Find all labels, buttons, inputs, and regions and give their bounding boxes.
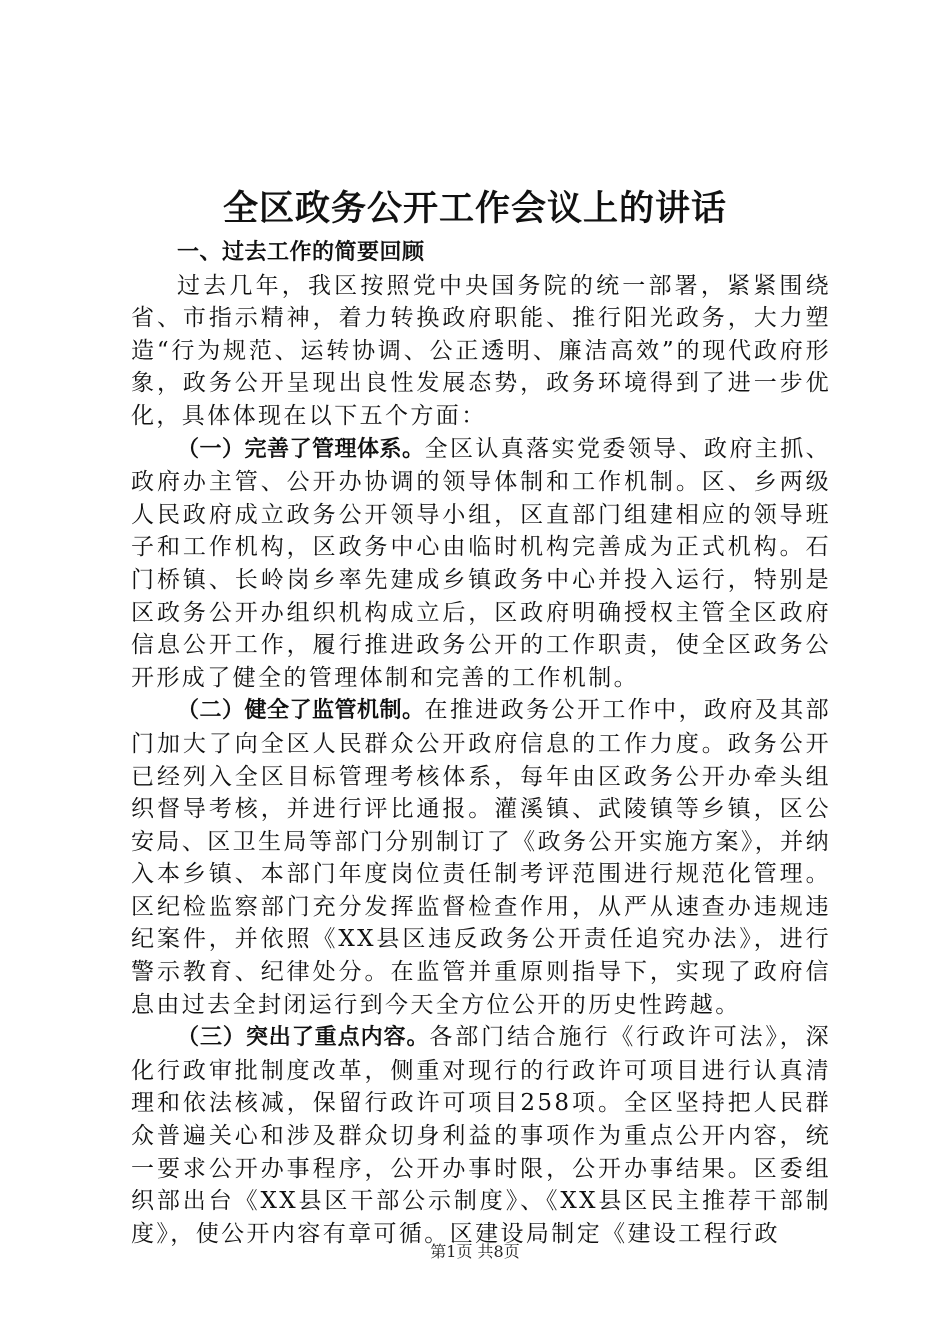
section-label-1: （一）完善了管理体系。 xyxy=(177,436,425,462)
section-paragraph-1 xyxy=(131,433,831,695)
document-title: 全区政务公开工作会议上的讲话 xyxy=(222,188,727,229)
document-body xyxy=(131,237,831,1250)
section-heading: 一、过去工作的简要回顾 xyxy=(177,240,425,265)
section-paragraph-3 xyxy=(131,1021,831,1250)
section-text-2: 在推进政务公开工作中，政府及其部门加大了向全区人民群众公开政府信息的工作力度。政务公开已经列入全区目标管理考核体系，每年由区政务公开办牵头组织督导考核，并进行评比通报。灌溪镇、武陵镇等乡镇，区公安局、区卫生局等部门分别制订了《政务公开实施方案》，并纳入本乡镇、本部门年度岗位责任制考评范围进行规范化管理。区纪检监察部门充分发挥监督检查作用，从严从速查办违规违纪案件，并依照《XX县区违反政务公开责任追究办法》，进行警示教育、纪律处分。在监管并重原则指导下，实现了政府信息由过去全封闭运行到今天全方位公开的历史性跨越。 xyxy=(131,697,831,1018)
section-label-3: （三）突出了重点内容。 xyxy=(177,1025,430,1051)
section-text-1: 全区认真落实党委领导、政府主抓、政府办主管、公开办协调的领导体制和工作机制。区、乡两级人民政府成立政务公开领导小组，区直部门组建相应的领导班子和工作机构，区政务中心由临时机构完善成为正式机构。石门桥镇、长岭岗乡率先建成乡镇政务中心并投入运行，特别是区政务公开办组织机构成立后，区政府明确授权主管全区政府信息公开工作，履行推进政务公开的工作职责，使全区政务公开形成了健全的管理体制和完善的工作机制。 xyxy=(131,435,831,691)
intro-paragraph: 过去几年，我区按照党中央国务院的统一部署，紧紧围绕省、市指示精神，着力转换政府职能、推行阳光政务，大力塑造“行为规范、运转协调、公正透明、廉洁高效”的现代政府形象，政务公开呈现出良性发展态势，政务环境得到了进一步优化，具体体现在以下五个方面： xyxy=(131,272,831,429)
page-number-footer: 第1页 共8页 xyxy=(430,1242,520,1261)
section-paragraph-2 xyxy=(131,694,831,1021)
section-label-2: （二）健全了监管机制。 xyxy=(177,698,425,724)
section-text-3: 各部门结合施行《行政许可法》，深化行政审批制度改革，侧重对现行的行政许可项目进行认真清理和依法核减，保留行政许可项目258项。全区坚持把人民群众普遍关心和涉及群众切身利益的事项作为重点公开内容，统一要求公开办事程序，公开办事时限，公开办事结果。区委组织部出台《XX县区干部公示制度》、《XX县区民主推荐干部制度》，使公开内容有章可循。区建设局制定《建设工程行政 xyxy=(131,1024,831,1247)
